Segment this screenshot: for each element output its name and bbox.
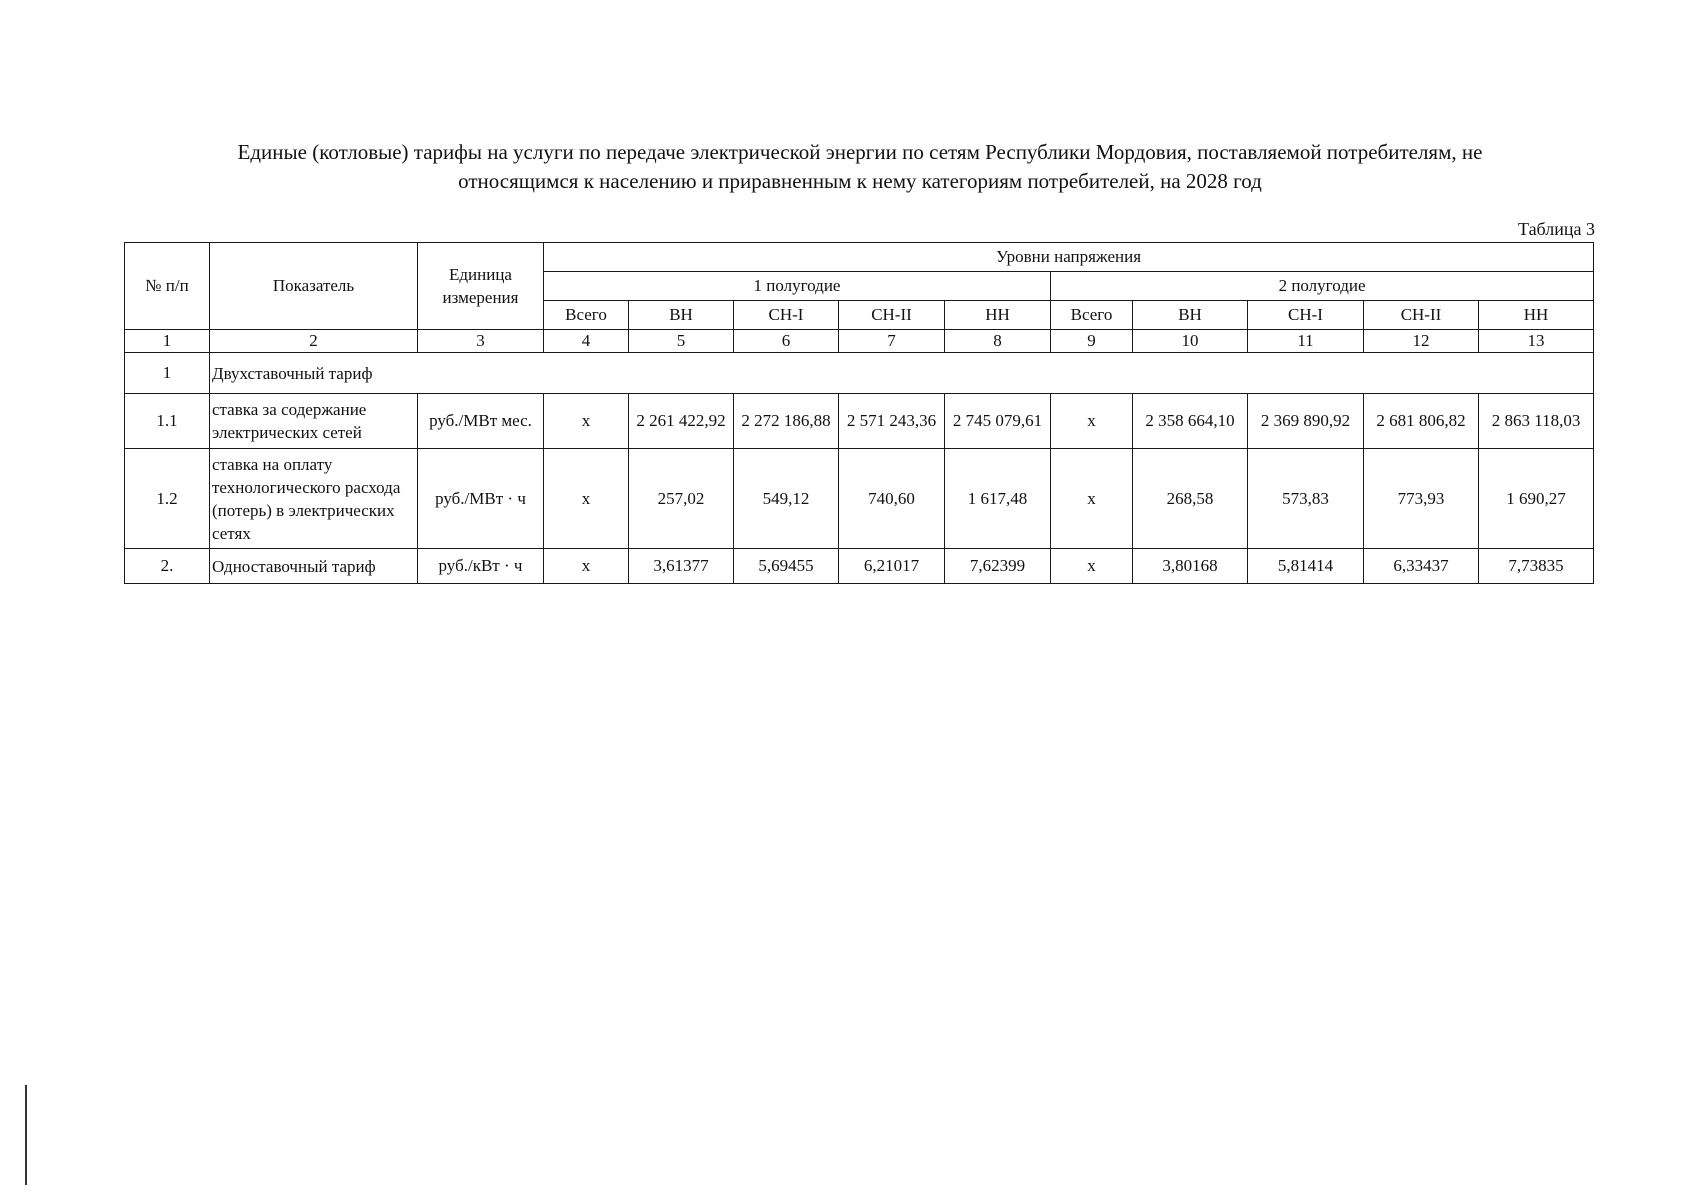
column-number: 4 (544, 330, 629, 353)
header-half-1: 1 полугодие (544, 272, 1051, 301)
row-value: 6,33437 (1364, 549, 1479, 584)
table-row-two-part-tariff (125, 353, 1594, 394)
row-value: 3,80168 (1133, 549, 1248, 584)
document-title (150, 138, 1570, 196)
row-value: х (544, 394, 629, 449)
row-value: 7,62399 (945, 549, 1051, 584)
header-subcol: ВН (629, 301, 734, 330)
column-number-row (125, 330, 1594, 353)
row-name: ставка за содержание электрических сетей (210, 394, 418, 449)
tariff-table (124, 242, 1594, 584)
row-value: 268,58 (1133, 449, 1248, 549)
column-number: 5 (629, 330, 734, 353)
row-value: 2 369 890,92 (1248, 394, 1364, 449)
row-value: 5,81414 (1248, 549, 1364, 584)
row-value: 6,21017 (839, 549, 945, 584)
document-title-line-1: Единые (котловые) тарифы на услуги по передаче электрической энергии по сетям Республики Мордовия, поставляемой потребителям, не (237, 140, 1483, 164)
row-value: 3,61377 (629, 549, 734, 584)
column-number: 7 (839, 330, 945, 353)
header-voltage-levels: Уровни напряжения (544, 243, 1594, 272)
column-number: 1 (125, 330, 210, 353)
column-number: 12 (1364, 330, 1479, 353)
header-subcol: Всего (544, 301, 629, 330)
header-subcol: СН-I (734, 301, 839, 330)
row-value: 2 681 806,82 (1364, 394, 1479, 449)
row-name: Одноставочный тариф (210, 549, 418, 584)
row-value: 2 272 186,88 (734, 394, 839, 449)
row-value: 7,73835 (1479, 549, 1594, 584)
header-subcol: СН-II (1364, 301, 1479, 330)
row-num: 1.1 (125, 394, 210, 449)
row-value: х (1051, 449, 1133, 549)
header-indicator: Показатель (210, 243, 418, 330)
row-value: 573,83 (1248, 449, 1364, 549)
row-unit: руб./МВт мес. (418, 394, 544, 449)
row-value: 2 863 118,03 (1479, 394, 1594, 449)
header-subcol: Всего (1051, 301, 1133, 330)
row-value: 740,60 (839, 449, 945, 549)
column-number: 3 (418, 330, 544, 353)
header-row-levels (125, 243, 1594, 272)
column-number: 13 (1479, 330, 1594, 353)
row-value: х (544, 449, 629, 549)
header-half-2: 2 полугодие (1051, 272, 1594, 301)
header-num: № п/п (125, 243, 210, 330)
column-number: 8 (945, 330, 1051, 353)
row-value: 773,93 (1364, 449, 1479, 549)
row-name: Двухставочный тариф (210, 353, 1594, 394)
column-number: 10 (1133, 330, 1248, 353)
table-row-losses-rate (125, 449, 1594, 549)
column-number: 9 (1051, 330, 1133, 353)
row-num: 1 (125, 353, 210, 394)
row-value: 5,69455 (734, 549, 839, 584)
document-title-line-2: относящимся к населению и приравненным к нему категориям потребителей, на 2028 год (458, 169, 1262, 193)
row-value: 549,12 (734, 449, 839, 549)
table-label: Таблица 3 (1518, 219, 1595, 239)
row-value: 2 261 422,92 (629, 394, 734, 449)
row-value: 2 358 664,10 (1133, 394, 1248, 449)
row-value: 1 617,48 (945, 449, 1051, 549)
row-value: 2 571 243,36 (839, 394, 945, 449)
row-unit: руб./МВт · ч (418, 449, 544, 549)
header-unit: Единица измерения (418, 243, 544, 330)
column-number: 6 (734, 330, 839, 353)
scan-margin-line (25, 1085, 27, 1185)
table-row-single-rate-tariff (125, 549, 1594, 584)
row-value: х (1051, 394, 1133, 449)
header-subcol: СН-II (839, 301, 945, 330)
row-value: х (544, 549, 629, 584)
row-value: 2 745 079,61 (945, 394, 1051, 449)
row-name: ставка на оплату технологического расхода (потерь) в электрических сетях (210, 449, 418, 549)
column-number: 2 (210, 330, 418, 353)
row-num: 1.2 (125, 449, 210, 549)
row-num: 2. (125, 549, 210, 584)
header-subcol: ВН (1133, 301, 1248, 330)
row-value: 257,02 (629, 449, 734, 549)
header-subcol: СН-I (1248, 301, 1364, 330)
header-subcol: НН (1479, 301, 1594, 330)
row-value: х (1051, 549, 1133, 584)
row-unit: руб./кВт · ч (418, 549, 544, 584)
row-value: 1 690,27 (1479, 449, 1594, 549)
column-number: 11 (1248, 330, 1364, 353)
table-row-maintenance-rate (125, 394, 1594, 449)
header-subcol: НН (945, 301, 1051, 330)
